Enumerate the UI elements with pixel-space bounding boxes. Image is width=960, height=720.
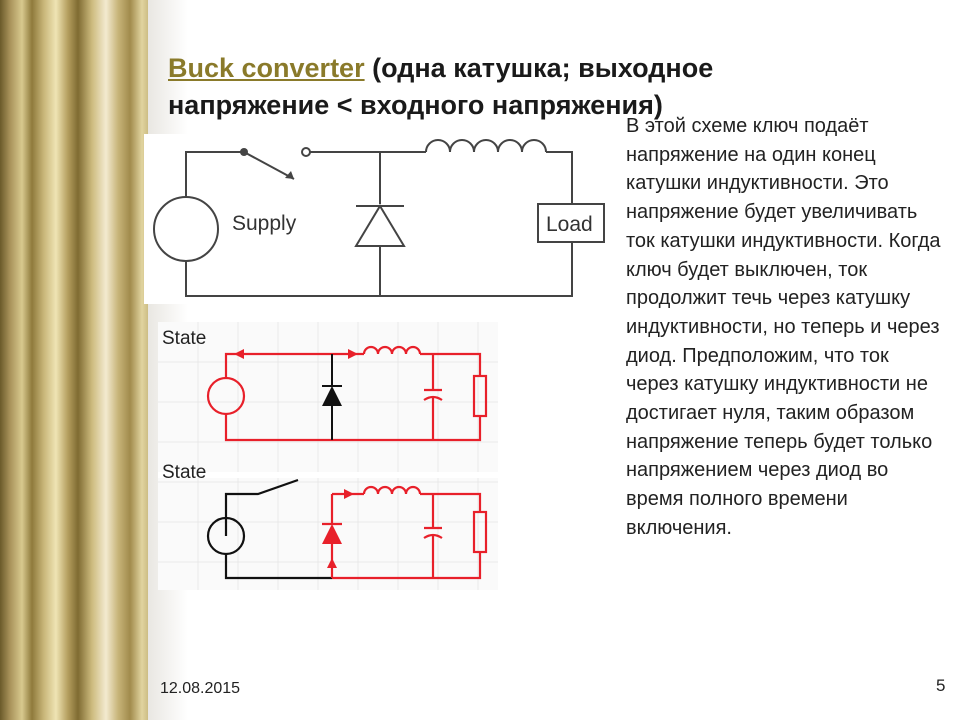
state-diagrams (158, 322, 498, 590)
buck-converter-schematic (144, 134, 614, 304)
state2-label: State (162, 462, 207, 483)
decorative-border (0, 0, 160, 720)
supply-label: Supply (232, 212, 297, 235)
load-label: Load (546, 213, 593, 236)
slide-description: В этой схеме ключ подаёт напряжение на один конец катушки индуктивности. Это напряжение будет увеличивать ток катушки индуктивности. Когда ключ будет выключен, ток продолжит течь через катушку индуктивности, но теперь и через диод. Предположим, что ток через катушку индуктивности не достигает нуля, таким образом напряжение теперь будет только напряжением через диод во время полного времени включения. (626, 115, 941, 539)
page-number: 5 (936, 676, 946, 695)
title-link[interactable]: Buck converter (168, 53, 365, 83)
state1-label: State (162, 328, 207, 349)
title-text: (одна катушка; выходное напряжение < входного напряжения) (168, 53, 714, 120)
slide-date: 12.08.2015 (160, 680, 241, 697)
